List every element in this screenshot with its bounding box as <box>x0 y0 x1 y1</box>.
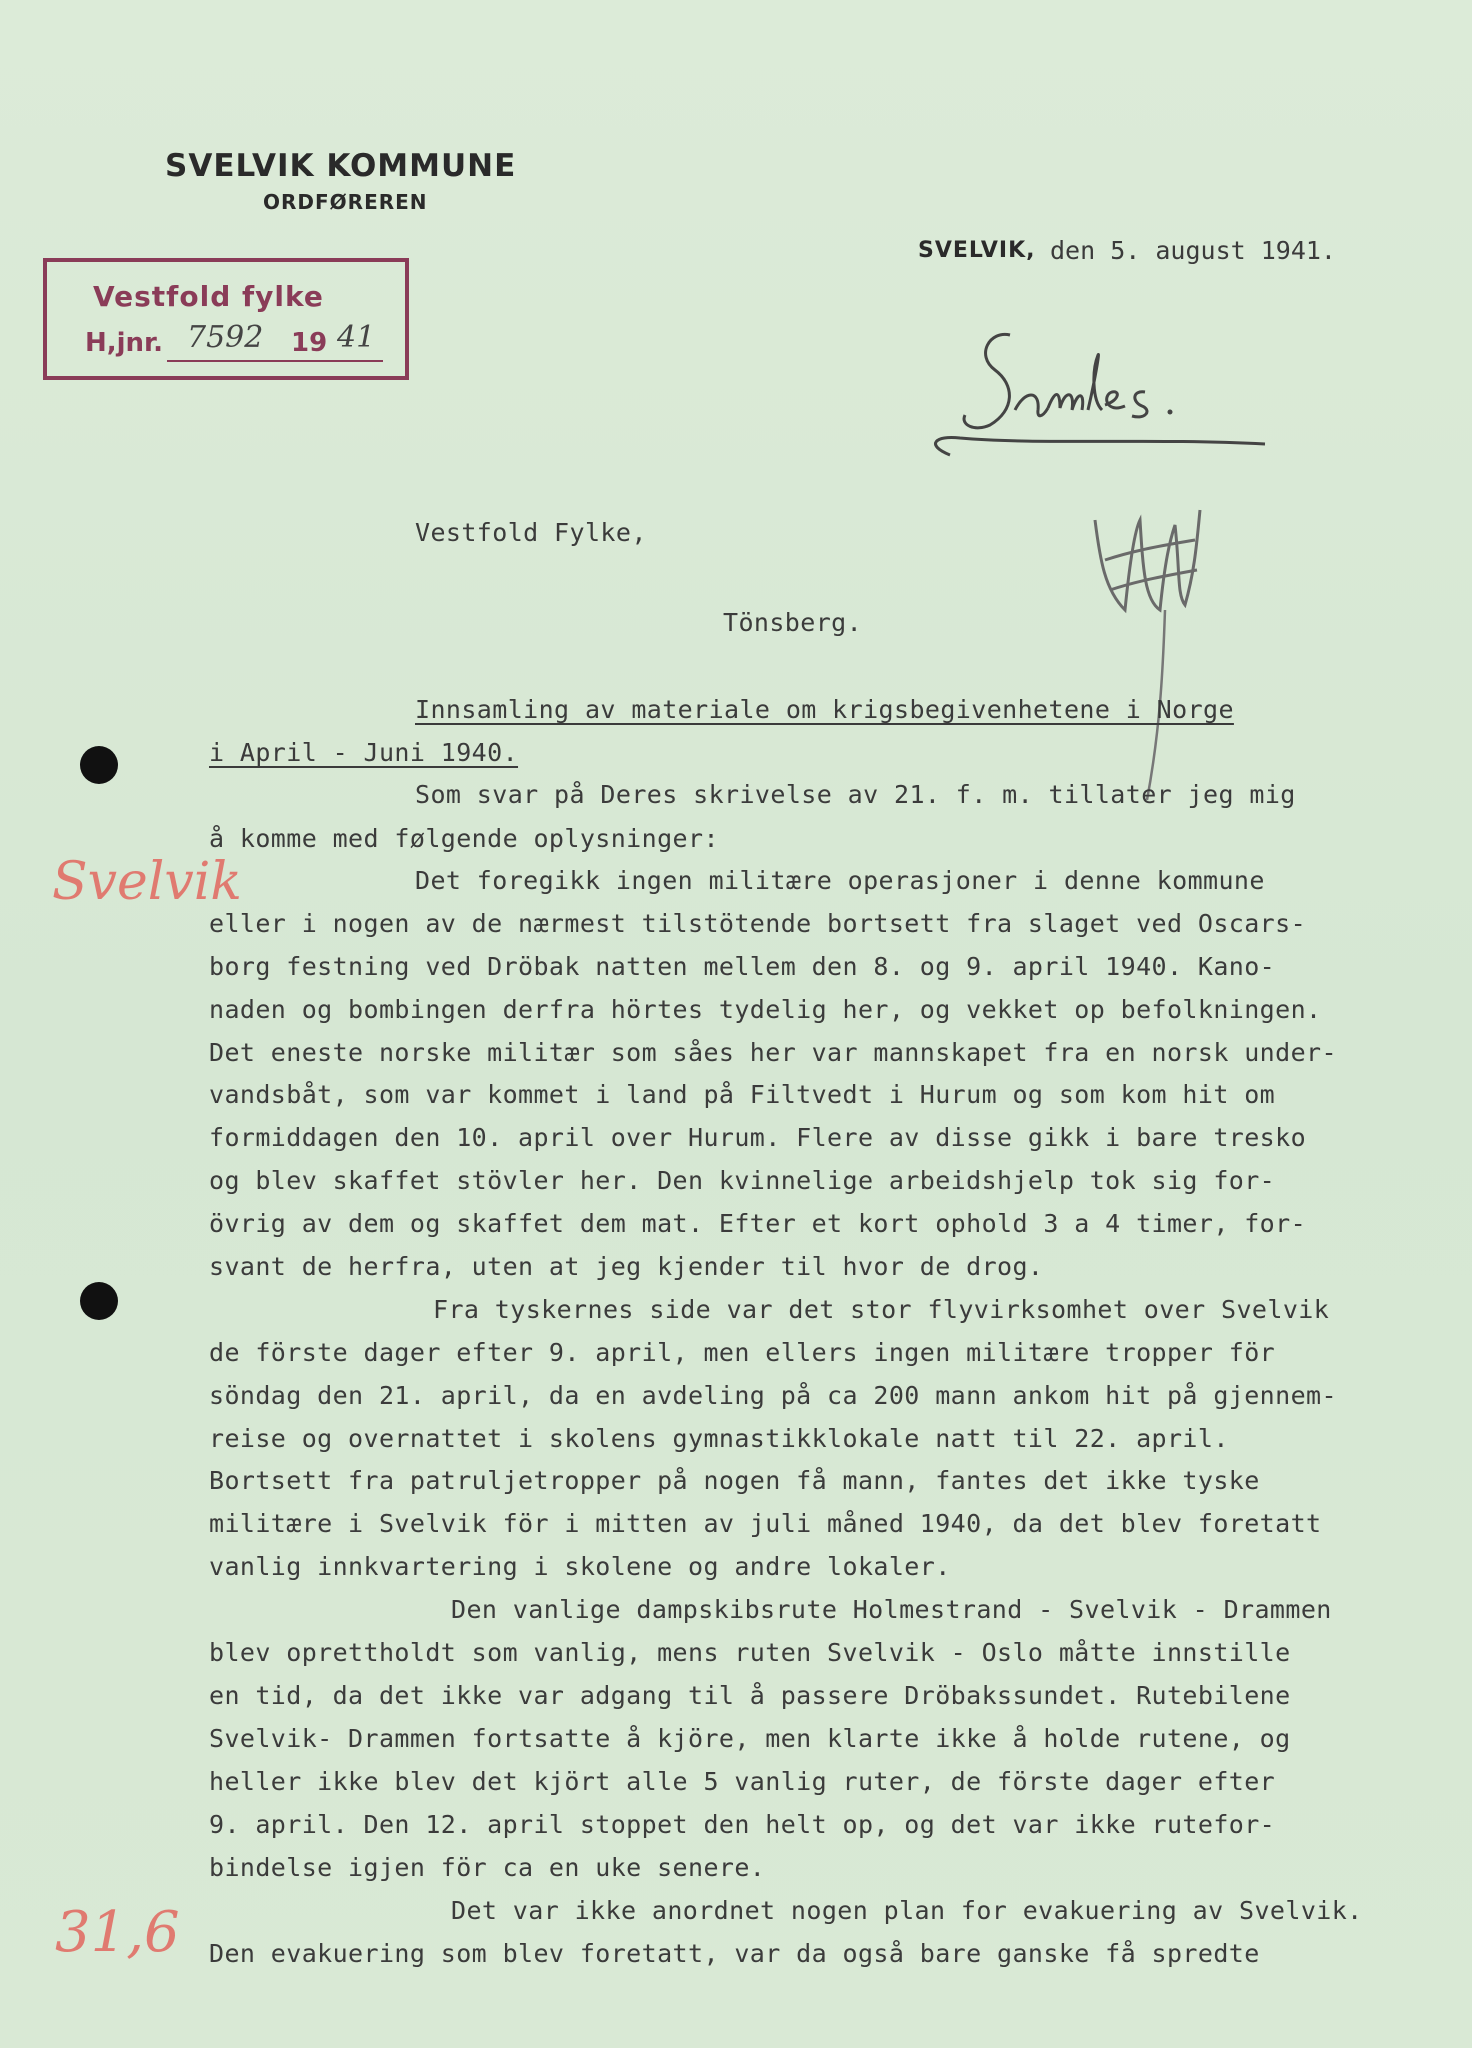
subject-line-2: i April - Juni 1940. <box>209 738 519 767</box>
body-line: söndag den 21. april, da en avdeling på ca 200 mann ankom hit på gjennem- <box>209 1381 1337 1410</box>
body-line: og blev skaffet stövler her. Den kvinnelige arbeidshjelp tok sig for- <box>209 1166 1276 1195</box>
letterhead-office: ORDFØREREN <box>263 190 428 214</box>
dateline-date: den 5. august 1941. <box>1050 236 1336 265</box>
punch-hole-top <box>80 746 118 784</box>
punch-hole-bottom <box>80 1282 118 1320</box>
margin-note-number: 31,6 <box>55 1900 180 1965</box>
body-line: reise og overnattet i skolens gymnastikklokale natt til 22. april. <box>209 1424 1229 1453</box>
body-line: Det var ikke anordnet nogen plan for evakuering av Svelvik. <box>451 1896 1363 1925</box>
body-line: vanlig innkvartering i skolene og andre lokaler. <box>209 1552 951 1581</box>
body-line: borg festning ved Dröbak natten mellem den 8. og 9. april 1940. Kano- <box>209 952 1276 981</box>
samles-handwriting <box>920 310 1280 470</box>
body-line: Det foregikk ingen militære operasjoner i denne kommune <box>415 866 1265 895</box>
body-line: militære i Svelvik för i mitten av juli måned 1940, da det blev foretatt <box>209 1509 1322 1538</box>
body-line: Som svar på Deres skrivelse av 21. f. m. tillater jeg mig <box>415 780 1296 809</box>
margin-note-place: Svelvik <box>52 852 242 912</box>
body-line: en tid, da det ikke var adgang til å passere Dröbakssundet. Rutebilene <box>209 1681 1291 1710</box>
body-line: övrig av dem og skaffet dem mat. Efter et kort ophold 3 a 4 timer, for- <box>209 1209 1307 1238</box>
stamp-year-suffix: 41 <box>337 320 376 355</box>
body-line: blev oprettholdt som vanlig, mens ruten Svelvik - Oslo måtte innstille <box>209 1638 1291 1667</box>
body-line: heller ikke blev det kjört alle 5 vanlig ruter, de förste dager efter <box>209 1767 1276 1796</box>
journal-stamp <box>43 258 409 380</box>
body-line: Svelvik- Drammen fortsatte å kjöre, men klarte ikke å holde rutene, og <box>209 1724 1291 1753</box>
body-line: Det eneste norske militær som såes her var mannskapet fra en norsk under- <box>209 1038 1337 1067</box>
body-line: Fra tyskernes side var det stor flyvirksomhet over Svelvik <box>433 1295 1330 1324</box>
body-line: svant de herfra, uten at jeg kjender til hvor de drog. <box>209 1252 1044 1281</box>
recipient-line-1: Vestfold Fylke, <box>415 518 647 547</box>
letterhead-name: SVELVIK KOMMUNE <box>165 148 517 184</box>
stamp-journal-number: 7592 <box>187 320 264 355</box>
body-line: eller i nogen av de nærmest tilstötende bortsett fra slaget ved Oscars- <box>209 909 1307 938</box>
stamp-underline <box>167 360 383 362</box>
body-line: bindelse igjen för ca en uke senere. <box>209 1853 766 1882</box>
body-line: Bortsett fra patruljetropper på nogen få mann, fantes det ikke tyske <box>209 1466 1260 1495</box>
body-line: 9. april. Den 12. april stoppet den helt op, og det var ikke rutefor- <box>209 1810 1276 1839</box>
body-line: Den evakuering som blev foretatt, var da også bare ganske få spredte <box>209 1939 1260 1968</box>
body-line: Den vanlige dampskibsrute Holmestrand - Svelvik - Drammen <box>451 1595 1332 1624</box>
stamp-journal-label: H,jnr. <box>85 328 164 358</box>
dateline-place: SVELVIK, <box>918 238 1036 263</box>
body-line: naden og bombingen derfra hörtes tydelig her, og vekket op befolkningen. <box>209 995 1322 1024</box>
body-line: de förste dager efter 9. april, men ellers ingen militære tropper för <box>209 1338 1276 1367</box>
subject-line-1: Innsamling av materiale om krigsbegivenhetene i Norge <box>415 695 1234 724</box>
stamp-year-prefix: 19 <box>291 328 328 358</box>
body-line: formiddagen den 10. april over Hurum. Flere av disse gikk i bare tresko <box>209 1123 1307 1152</box>
stamp-title: Vestfold fylke <box>93 280 324 313</box>
recipient-line-2: Tönsberg. <box>723 608 863 637</box>
body-line: å komme med følgende oplysninger: <box>209 824 719 853</box>
body-line: vandsbåt, som var kommet i land på Filtvedt i Hurum og som kom hit om <box>209 1080 1276 1109</box>
